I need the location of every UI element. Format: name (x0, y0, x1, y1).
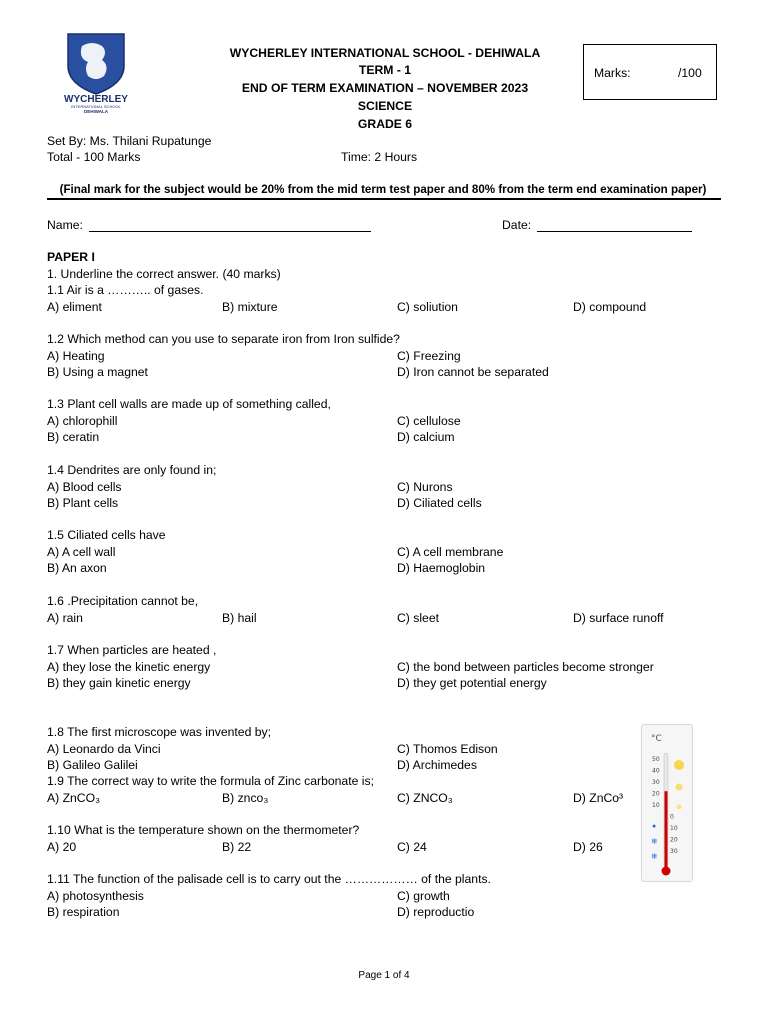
marks-total: /100 (678, 66, 702, 80)
answer-option[interactable]: A) A cell wall (47, 545, 116, 559)
answer-option[interactable]: C) 24 (397, 840, 427, 854)
answer-option[interactable]: C) cellulose (397, 414, 461, 428)
thermometer-tick-label: 30 (670, 848, 678, 855)
question-stem: 1.4 Dendrites are only found in; (47, 463, 217, 477)
answer-option[interactable]: D) Archimedes (397, 758, 477, 772)
sun-faint-icon (677, 805, 682, 810)
answer-option[interactable]: D) calcium (397, 430, 455, 444)
answer-option[interactable]: D) ZnCo³ (573, 791, 624, 805)
answer-option[interactable]: B) Using a magnet (47, 365, 148, 379)
answer-option[interactable]: A) Leonardo da Vinci (47, 742, 161, 756)
question-stem: 1.6 .Precipitation cannot be, (47, 594, 199, 608)
answer-option[interactable]: A) eliment (47, 300, 102, 314)
thermometer-tick-label: 20 (670, 836, 678, 844)
snowflake-icon: ❄ (651, 837, 658, 846)
answer-option[interactable]: D) Iron cannot be separated (397, 365, 549, 379)
answer-option[interactable]: A) ZnCO₃ (47, 791, 101, 805)
page-number: Page 1 of 4 (358, 970, 410, 981)
total-marks: Total - 100 Marks (47, 150, 141, 164)
grade-label: GRADE 6 (357, 117, 413, 131)
school-title: WYCHERLEY INTERNATIONAL SCHOOL - DEHIWALA (229, 46, 541, 60)
logo-line2: INTERNATIONAL SCHOOL (71, 104, 121, 109)
answer-option[interactable]: D) they get potential energy (397, 676, 547, 690)
answer-option[interactable]: B) ceratin (47, 430, 100, 444)
question-stem: 1.2 Which method can you use to separate iron from Iron sulfide? (47, 332, 400, 346)
question-stem: 1.5 Ciliated cells have (47, 528, 166, 542)
exam-title: END OF TERM EXAMINATION – NOVEMBER 2023 (241, 81, 529, 95)
thermometer-tick-label: 0 (670, 813, 674, 821)
date-field[interactable] (537, 231, 692, 232)
time-allowed: Time: 2 Hours (341, 150, 418, 164)
thermometer-tick-label: 20 (652, 790, 660, 798)
answer-option[interactable]: D) Haemoglobin (397, 561, 486, 575)
term-label: TERM - 1 (358, 63, 412, 77)
answer-option[interactable]: B) mixture (222, 300, 278, 314)
question-stem: 1.11 The function of the palisade cell is to carry out the ……………… of the plants. (47, 872, 491, 886)
sun-icon (674, 760, 684, 770)
answer-option[interactable]: C) the bond between particles become stronger (397, 660, 654, 674)
question-stem: 1.8 The first microscope was invented by; (47, 725, 271, 739)
question-stem: 1.10 What is the temperature shown on the thermometer? (47, 823, 360, 837)
answer-option[interactable]: A) Blood cells (47, 480, 122, 494)
question-stem: 1.9 The correct way to write the formula of Zinc carbonate is; (47, 774, 374, 788)
answer-option[interactable]: B) Galileo Galilei (47, 758, 138, 772)
answer-option[interactable]: C) Thomos Edison (397, 742, 498, 756)
question-stem: 1.7 When particles are heated , (47, 643, 217, 657)
droplet-icon: ● (652, 823, 657, 830)
answer-option[interactable]: A) chlorophill (47, 414, 118, 428)
question-stem: 1.1 Air is a ……….. of gases. (47, 283, 204, 297)
thermometer-tick-label: 40 (652, 767, 660, 775)
date-label: Date: (502, 218, 532, 232)
logo-name: WYCHERLEY (64, 94, 128, 105)
paper-instruction: 1. Underline the correct answer. (40 marks) (47, 267, 281, 281)
answer-option[interactable]: C) A cell membrane (397, 545, 504, 559)
snowflake-icon-2: ❄ (651, 852, 658, 861)
answer-option[interactable]: B) respiration (47, 905, 120, 919)
answer-option[interactable]: A) 20 (47, 840, 77, 854)
answer-option[interactable]: B) An axon (47, 561, 107, 575)
answer-option[interactable]: D) compound (573, 300, 647, 314)
question-stem: 1.3 Plant cell walls are made up of something called, (47, 397, 331, 411)
answer-option[interactable]: C) Freezing (397, 349, 461, 363)
grading-note: (Final mark for the subject would be 20% from the mid term test paper and 80% from the term end examination paper) (59, 183, 707, 196)
logo-line3: DEHIWALA (84, 109, 108, 114)
answer-option[interactable]: B) znco₃ (222, 791, 269, 805)
answer-option[interactable]: B) they gain kinetic energy (47, 676, 191, 690)
thermometer-image (641, 724, 693, 882)
set-by: Set By: Ms. Thilani Rupatunge (47, 134, 212, 148)
answer-option[interactable]: D) surface runoff (573, 611, 664, 625)
name-label: Name: (47, 218, 83, 232)
answer-option[interactable]: B) 22 (222, 840, 252, 854)
thermometer-tick-label: 10 (652, 802, 660, 809)
answer-option[interactable]: C) soliution (397, 300, 458, 314)
marks-label: Marks: (594, 66, 631, 80)
sun-small-icon (676, 784, 683, 791)
subject-label: SCIENCE (357, 99, 413, 113)
paper-title: PAPER I (47, 250, 95, 264)
answer-option[interactable]: A) rain (47, 611, 83, 625)
answer-option[interactable]: A) photosynthesis (47, 889, 144, 903)
marks-box (583, 44, 717, 100)
answer-option[interactable]: B) hail (222, 611, 257, 625)
thermometer-graphic (642, 725, 692, 881)
answer-option[interactable]: D) reproductio (397, 905, 475, 919)
answer-option[interactable]: C) growth (397, 889, 450, 903)
answer-option[interactable]: A) they lose the kinetic energy (47, 660, 211, 674)
answer-option[interactable]: A) Heating (47, 349, 105, 363)
thermometer-tick-label: 30 (652, 779, 660, 786)
thermometer-tick-label: 50 (652, 756, 660, 763)
school-logo (58, 32, 134, 114)
thermometer-unit: °C (651, 734, 662, 744)
header-divider (47, 198, 721, 200)
answer-option[interactable]: C) Nurons (397, 480, 453, 494)
answer-option[interactable]: D) Ciliated cells (397, 496, 482, 510)
answer-option[interactable]: C) sleet (397, 611, 439, 625)
answer-option[interactable]: C) ZNCO₃ (397, 791, 453, 805)
answer-option[interactable]: B) Plant cells (47, 496, 119, 510)
thermometer-tick-label: 10 (670, 825, 678, 832)
answer-option[interactable]: D) 26 (573, 840, 603, 854)
name-field[interactable] (89, 231, 371, 232)
